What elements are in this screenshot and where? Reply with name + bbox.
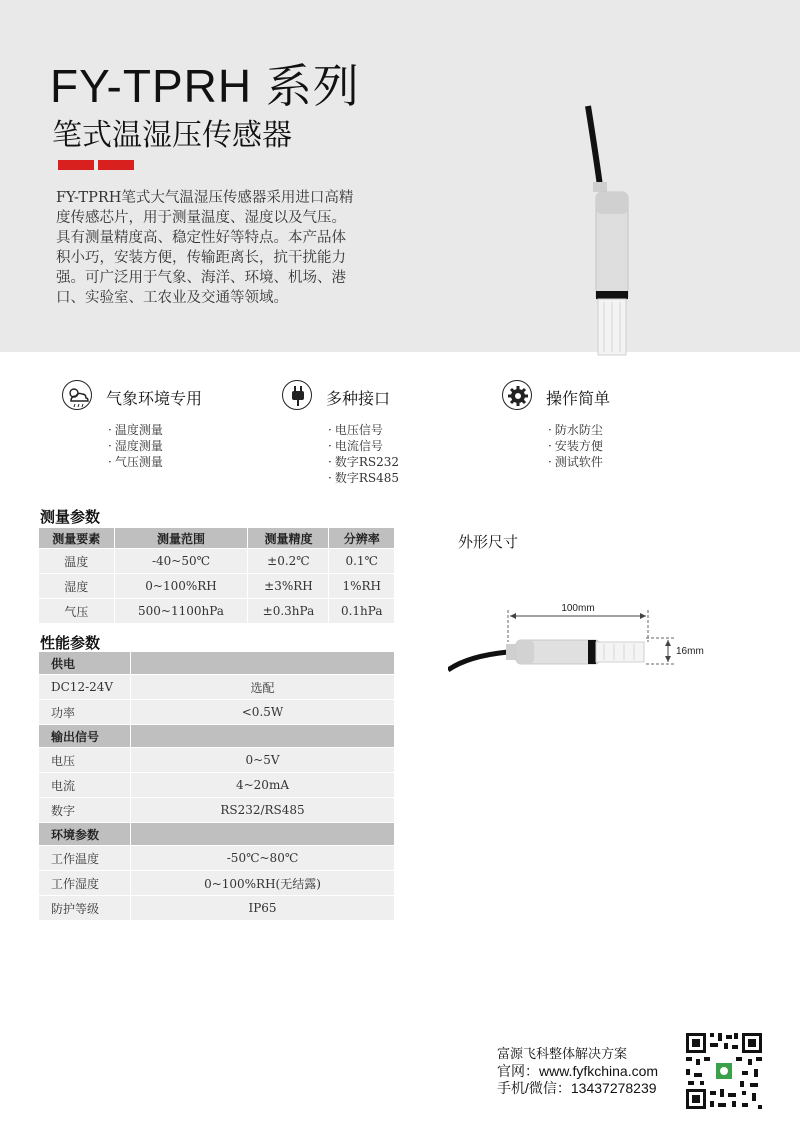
intro-line: 口、实验室、工农业及交通等领域。: [56, 290, 288, 306]
table-cell: 1%RH: [329, 574, 395, 599]
table-header-row: [39, 528, 395, 549]
performance-table: [38, 651, 395, 921]
param-value: RS232/RS485: [131, 798, 395, 823]
table-cell: 湿度: [39, 574, 115, 599]
feature-item: · 电流信号: [328, 438, 399, 454]
header-banner: [0, 0, 800, 352]
measure-table: [38, 527, 395, 624]
feature-title: 气象环境专用: [106, 389, 203, 408]
group-header: 环境参数: [39, 823, 131, 846]
table-cell: ±0.3hPa: [248, 599, 329, 624]
table-cell: ±0.2℃: [248, 549, 329, 574]
product-intro: [56, 188, 416, 308]
phone-text: 手机/微信：13437278239: [497, 1080, 657, 1096]
weather-cloud-icon: [62, 380, 92, 410]
table-cell: 温度: [39, 549, 115, 574]
website-text: 官网：www.fyfkchina.com: [497, 1063, 659, 1079]
group-header: 供电: [39, 652, 131, 675]
column-header: 测量精度: [248, 528, 329, 549]
company-name: 富源飞科整体解决方案: [497, 1047, 628, 1062]
table-cell: -40~50℃: [114, 549, 248, 574]
feature-title: 多种接口: [326, 389, 391, 408]
param-value: 4~20mA: [131, 773, 395, 798]
length-label: 100mm: [561, 603, 595, 614]
column-header: 测量要素: [39, 528, 115, 549]
dimension-drawing: [448, 590, 728, 690]
accent-bar: [58, 160, 94, 170]
param-name: DC12-24V: [39, 675, 131, 700]
intro-line: 具有测量精度高、稳定性好等特点。本产品体: [56, 230, 346, 246]
column-header: 测量范围: [114, 528, 248, 549]
performance-section-title: 性能参数: [40, 634, 101, 652]
table-row: [39, 599, 395, 624]
feature-item: · 数字RS232: [328, 454, 399, 470]
param-value: -50℃~80℃: [131, 846, 395, 871]
feature-list: [548, 422, 603, 470]
feature-row: [0, 376, 800, 486]
param-value: IP65: [131, 896, 395, 921]
measure-section-title: 测量参数: [40, 508, 101, 526]
intro-line: 度传感芯片，用于测量温度、湿度以及气压。: [56, 210, 346, 226]
feature-item: · 测试软件: [548, 454, 603, 470]
param-value: 0~5V: [131, 748, 395, 773]
table-cell: 0~100%RH: [114, 574, 248, 599]
feature-item: · 湿度测量: [108, 438, 163, 454]
group-header-row: [39, 823, 395, 846]
param-name: 防护等级: [39, 896, 131, 921]
table-row: [39, 846, 395, 871]
table-row: [39, 871, 395, 896]
param-value: 0~100%RH(无结露): [131, 871, 395, 896]
sensor-probe-image: [560, 96, 680, 356]
dimensions-title: 外形尺寸: [458, 533, 519, 551]
feature-item: · 安装方便: [548, 438, 603, 454]
param-value: 选配: [131, 675, 395, 700]
table-row: [39, 896, 395, 921]
feature-list: [108, 422, 163, 470]
product-title: FY-TPRH 系列: [50, 60, 360, 112]
group-header: 输出信号: [39, 725, 131, 748]
table-row: [39, 549, 395, 574]
param-value: <0.5W: [131, 700, 395, 725]
group-header-row: [39, 725, 395, 748]
param-name: 数字: [39, 798, 131, 823]
feature-item: · 数字RS485: [328, 470, 399, 486]
feature-list: [328, 422, 399, 486]
table-row: [39, 748, 395, 773]
feature-item: · 电压信号: [328, 422, 399, 438]
product-subtitle: 笔式温湿压传感器: [52, 118, 292, 153]
plug-icon: [282, 380, 312, 410]
param-name: 功率: [39, 700, 131, 725]
qr-code-icon: [684, 1031, 764, 1111]
intro-line: 积小巧，安装方便，传输距离长，抗干扰能力: [56, 250, 346, 266]
feature-title: 操作简单: [546, 389, 611, 408]
intro-line: 强。可广泛用于气象、海洋、环境、机场、港: [56, 270, 346, 286]
column-header: 分辨率: [329, 528, 395, 549]
diameter-label: 16mm: [676, 646, 704, 657]
param-name: 电压: [39, 748, 131, 773]
param-name: 工作湿度: [39, 871, 131, 896]
accent-bar: [98, 160, 134, 170]
table-row: [39, 700, 395, 725]
intro-line: FY-TPRH笔式大气温湿压传感器采用进口高精: [56, 190, 354, 206]
feature-item: · 气压测量: [108, 454, 163, 470]
table-cell: 500~1100hPa: [114, 599, 248, 624]
table-cell: 气压: [39, 599, 115, 624]
table-cell: 0.1℃: [329, 549, 395, 574]
table-row: [39, 675, 395, 700]
param-name: 工作温度: [39, 846, 131, 871]
table-cell: ±3%RH: [248, 574, 329, 599]
table-row: [39, 773, 395, 798]
group-header-row: [39, 652, 395, 675]
feature-item: · 防水防尘: [548, 422, 603, 438]
param-name: 电流: [39, 773, 131, 798]
table-cell: 0.1hPa: [329, 599, 395, 624]
table-row: [39, 574, 395, 599]
table-row: [39, 798, 395, 823]
contact-footer: [497, 1046, 658, 1097]
feature-item: · 温度测量: [108, 422, 163, 438]
gear-icon: [502, 380, 532, 410]
